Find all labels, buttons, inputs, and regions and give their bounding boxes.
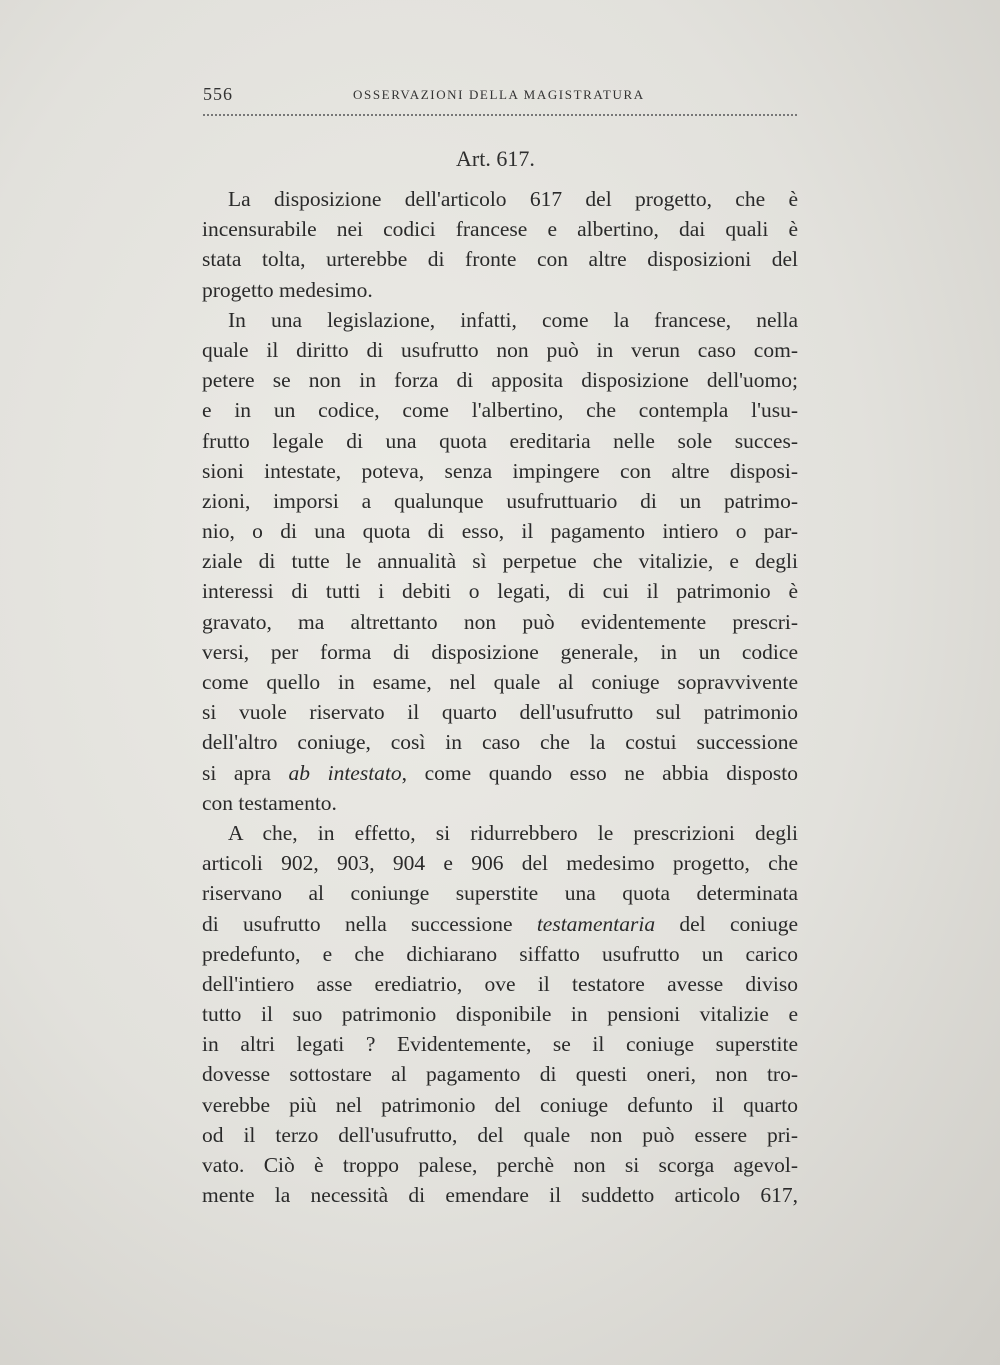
text-line: interessi di tutti i debiti o legati, di cui il patrimonio è xyxy=(202,579,798,604)
text-line xyxy=(202,909,798,939)
text-line: versi, per forma di disposizione generale, in un codice xyxy=(202,639,798,664)
text-line: petere se non in forza di apposita disposizione dell'uomo; xyxy=(202,368,798,393)
text-line: stata tolta, urterebbe di fronte con altre disposizioni del xyxy=(202,247,798,272)
text-line: nio, o di una quota di esso, il pagamento intiero o par- xyxy=(202,519,798,544)
text-line: verebbe più nel patrimonio del coniuge defunto il quarto xyxy=(202,1092,798,1117)
article-body xyxy=(202,184,798,1210)
text-segment: si apra xyxy=(202,760,289,785)
text-line: mente la necessità di emendare il suddetto articolo 617, xyxy=(202,1183,798,1208)
page-header xyxy=(203,84,797,106)
text-line: e in un codice, come l'albertino, che contempla l'usu- xyxy=(202,398,798,423)
text-line: riservano al coniunge superstite una quota determinata xyxy=(202,881,798,906)
text-segment: , come quando esso ne abbia disposto xyxy=(401,760,798,785)
text-line: tutto il suo patrimonio disponibile in pensioni vitalizie e xyxy=(202,1002,798,1027)
text-segment: di usufrutto nella successione xyxy=(202,911,537,936)
text-line: come quello in esame, nel quale al coniuge sopravvivente xyxy=(202,670,798,694)
text-line: sioni intestate, poteva, senza impingere con altre disposi- xyxy=(202,458,798,483)
text-line: In una legislazione, infatti, come la francese, nella xyxy=(228,307,798,332)
italic-phrase: testamentaria xyxy=(536,911,656,936)
text-line: vato. Ciò è troppo palese, perchè non si scorga agevol- xyxy=(202,1153,798,1177)
text-line: zioni, imporsi a qualunque usufruttuario di un patrimo- xyxy=(202,488,798,513)
article-heading: Art. 617. xyxy=(456,146,535,171)
text-line: gravato, ma altrettanto non può evidentemente prescri- xyxy=(202,609,798,634)
text-line: od il terzo dell'usufrutto, del quale non può essere pri- xyxy=(202,1122,798,1147)
page-number: 556 xyxy=(203,84,233,104)
text-line: La disposizione dell'articolo 617 del progetto, che è xyxy=(228,187,798,211)
text-line: dell'altro coniuge, così in caso che la costui successione xyxy=(202,730,798,755)
text-line: progetto medesimo. xyxy=(202,277,373,302)
text-line: incensurabile nei codici francese e albertino, dai quali è xyxy=(202,217,798,242)
text-line xyxy=(202,758,798,788)
text-line: in altri legati ? Evidentemente, se il coniuge superstite xyxy=(202,1032,798,1057)
text-line: quale il diritto di usufrutto non può in verun caso com- xyxy=(202,337,798,362)
text-line: si vuole riservato il quarto dell'usufrutto sul patrimonio xyxy=(202,700,798,725)
text-line: ziale di tutte le annualità sì perpetue che vitalizie, e degli xyxy=(202,549,798,574)
text-line: frutto legale di una quota ereditaria nelle sole succes- xyxy=(202,428,798,453)
italic-phrase: ab intestato xyxy=(288,760,402,785)
header-divider xyxy=(203,114,797,116)
text-line: dell'intiero asse erediatrio, ove il testatore avesse diviso xyxy=(202,971,798,996)
running-head: OSSERVAZIONI DELLA MAGISTRATURA xyxy=(353,87,645,102)
text-line: con testamento. xyxy=(202,790,337,815)
text-line: articoli 902, 903, 904 e 906 del medesimo progetto, che xyxy=(202,851,798,876)
text-line: A che, in effetto, si ridurrebbero le prescrizioni degli xyxy=(228,820,798,845)
text-line: predefunto, e che dichiarano siffatto usufrutto un carico xyxy=(202,941,798,966)
text-line: dovesse sottostare al pagamento di questi oneri, non tro- xyxy=(202,1062,798,1087)
text-segment: del coniuge xyxy=(655,911,798,936)
